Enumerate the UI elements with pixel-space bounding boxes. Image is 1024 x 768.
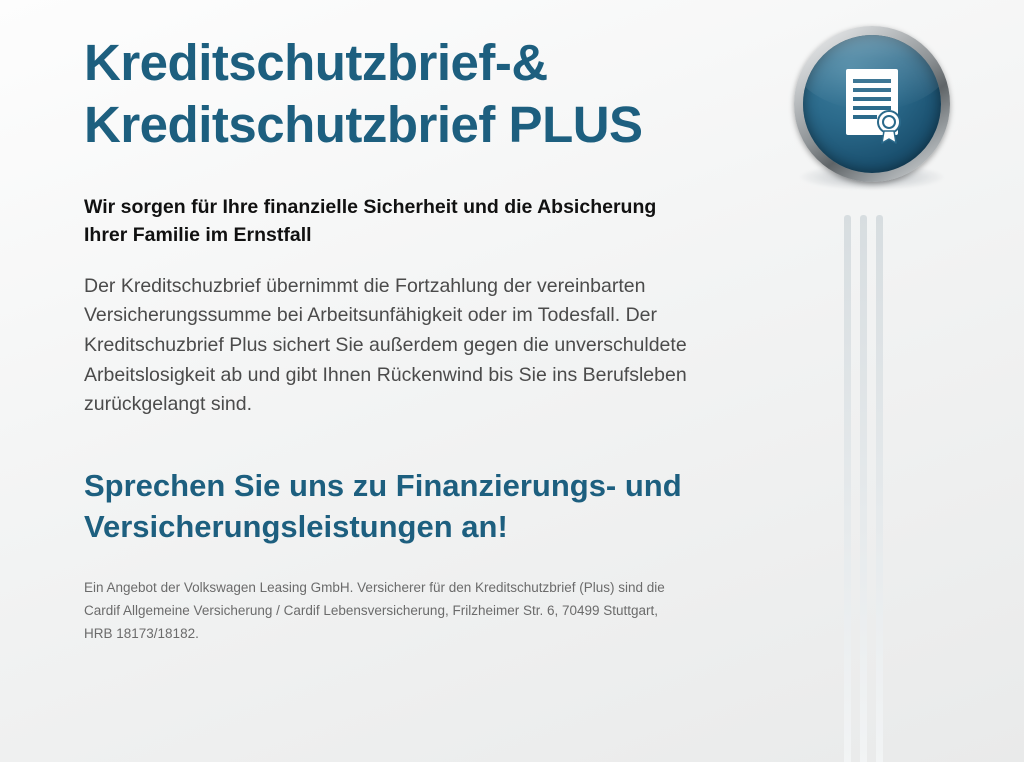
decorative-stripes (840, 215, 900, 768)
body-line-4: Arbeitslosigkeit ab und gibt Ihnen Rückenwind bis Sie ins Berufsleben (84, 363, 687, 386)
legal-line-1: Ein Angebot der Volkswagen Leasing GmbH. Versicherer für den Kreditschutzbrief (Plus) sind die (84, 579, 665, 595)
page-title (84, 32, 744, 156)
badge-face (803, 35, 941, 173)
subtitle (84, 194, 744, 249)
body-line-2: Versicherungssumme bei Arbeitsunfähigkeit oder im Todesfall. Der (84, 304, 658, 327)
stripe-3 (876, 215, 883, 768)
legal-line-3: HRB 18173/18182. (84, 626, 199, 642)
content-column (84, 32, 744, 645)
page-title-line-1: Kreditschutzbrief-& (84, 34, 548, 91)
body-line-3: Kreditschuzbrief Plus sichert Sie außerdem gegen die unverschuldete (84, 334, 687, 357)
cta-line-1: Sprechen Sie uns zu Finanzierungs- und (84, 467, 682, 503)
legal-line-2: Cardif Allgemeine Versicherung / Cardif Lebensversicherung, Frilzheimer Str. 6, 70499 Stuttgart, (84, 602, 659, 618)
stripe-1 (844, 215, 851, 768)
subtitle-line-1: Wir sorgen für Ihre finanzielle Sicherheit und die Absicherung (84, 196, 657, 219)
body-paragraph (84, 272, 744, 420)
subtitle-line-2: Ihrer Familie im Ernstfall (84, 224, 312, 247)
body-line-5: zurückgelangt sind. (84, 393, 253, 416)
call-to-action (84, 466, 744, 548)
bottom-edge (0, 762, 1024, 768)
badge-emblem (786, 22, 958, 200)
legal-disclaimer (84, 576, 744, 646)
body-line-1: Der Kreditschuzbrief übernimmt die Fortzahlung der vereinbarten (84, 274, 646, 297)
badge-gloss-highlight (803, 35, 941, 110)
stripe-2 (860, 215, 867, 768)
page-title-line-2: Kreditschutzbrief PLUS (84, 96, 643, 154)
cta-line-2: Versicherungsleistungen an! (84, 508, 508, 544)
